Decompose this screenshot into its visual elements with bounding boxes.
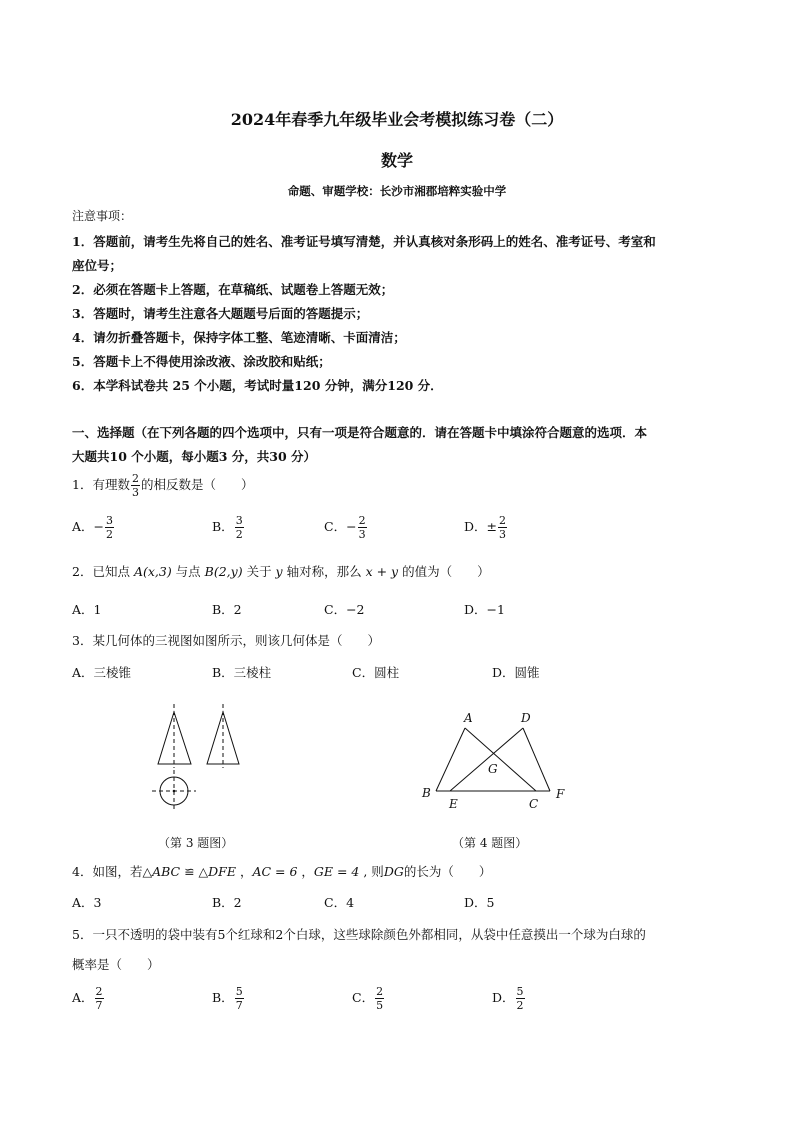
label-d: D bbox=[521, 711, 531, 725]
notes-heading: 注意事项： bbox=[72, 209, 133, 223]
fraction: $\frac{2}{3}$ bbox=[131, 472, 139, 499]
q3-option-b[interactable]: B．三棱柱 bbox=[212, 665, 272, 680]
q4-figure-caption: （第 4 题图） bbox=[452, 836, 528, 850]
q5-option-c[interactable]: C． $\frac{2}{5}$ bbox=[352, 985, 384, 1012]
note-item: 1．答题前，请考生先将自己的姓名、准考证号填写清楚，并认真核对条形码上的姓名、准考证号、考室和 bbox=[72, 234, 656, 249]
q5-option-d[interactable]: D． $\frac{5}{2}$ bbox=[492, 985, 524, 1012]
section-heading-cont: 大题共10 个小题，每小题3 分，共30 分） bbox=[72, 449, 317, 464]
label-a: A bbox=[464, 711, 473, 725]
q3-option-c[interactable]: C．圆柱 bbox=[352, 665, 400, 680]
q1-option-a[interactable]: A．− $\frac{3}{2}$ bbox=[72, 514, 114, 541]
segment-ac bbox=[465, 728, 536, 791]
school-line: 命题、审题学校：长沙市湘郡培粹实验中学 bbox=[287, 184, 507, 198]
q2-option-d[interactable]: D．−1 bbox=[464, 602, 505, 617]
top-view-center-dot bbox=[173, 790, 176, 793]
q3-option-d[interactable]: D．圆锥 bbox=[492, 665, 540, 680]
q5-option-a[interactable]: A． $\frac{2}{7}$ bbox=[72, 985, 103, 1012]
label-e: E bbox=[449, 797, 458, 811]
label-b: B bbox=[422, 786, 431, 800]
question-3: 3．某几何体的三视图如图所示，则该几何体是（ ） bbox=[72, 633, 380, 648]
question-5: 5．一只不透明的袋中装有5个红球和2个白球，这些球除颜色外都相同，从袋中任意摸出一个球为白球的 bbox=[72, 927, 646, 942]
q1-option-b[interactable]: B． $\frac{3}{2}$ bbox=[212, 514, 243, 541]
q4-triangles-figure bbox=[415, 705, 575, 815]
label-c: C bbox=[529, 797, 539, 811]
q1-option-c[interactable]: C．− $\frac{2}{3}$ bbox=[324, 514, 366, 541]
q1-option-d[interactable]: D．± $\frac{2}{3}$ bbox=[464, 514, 507, 541]
exam-title: 2024年春季九年级毕业会考模拟练习卷（二） bbox=[230, 110, 564, 129]
label-g: G bbox=[488, 762, 498, 776]
note-item: 5．答题卡上不得使用涂改液、涂改胶和贴纸； bbox=[72, 354, 331, 369]
note-item: 6．本学科试卷共 25 个小题，考试时量120 分钟，满分120 分． bbox=[72, 378, 443, 393]
q3-figure-caption: （第 3 题图） bbox=[158, 836, 234, 850]
q5-option-b[interactable]: B． $\frac{5}{7}$ bbox=[212, 985, 243, 1012]
question-5-cont: 概率是（ ） bbox=[72, 957, 160, 972]
q4-option-d[interactable]: D．5 bbox=[464, 895, 495, 910]
section-heading: 一、选择题（在下列各题的四个选项中，只有一项是符合题意的．请在答题卡中填涂符合题意的选项．本 bbox=[72, 425, 648, 440]
q2-option-c[interactable]: C．−2 bbox=[324, 602, 365, 617]
q4-option-a[interactable]: A．3 bbox=[72, 895, 102, 910]
note-item: 3．答题时，请考生注意各大题题号后面的答题提示； bbox=[72, 306, 369, 321]
q2-option-b[interactable]: B．2 bbox=[212, 602, 242, 617]
note-item: 4．请勿折叠答题卡，保持字体工整、笔迹清晰、卡面清洁； bbox=[72, 330, 406, 345]
question-2: 2．已知点 A(x,3) 与点 B(2,y) 关于 y 轴对称，那么 x + y 的值为（ ） bbox=[72, 564, 490, 579]
question-4: 4．如图，若△ABC ≌ △DFE ，AC = 6 ，GE = 4 , 则DG的长为（ ） bbox=[72, 864, 492, 879]
question-1: 1．有理数 $\frac{2}{3}$ 的相反数是（ ） bbox=[72, 472, 254, 499]
q3-three-views-figure bbox=[140, 700, 260, 815]
subject-title: 数学 bbox=[380, 151, 413, 170]
note-item: 2．必须在答题卡上答题，在草稿纸、试题卷上答题无效； bbox=[72, 282, 394, 297]
label-f: F bbox=[556, 787, 565, 801]
segment-df bbox=[523, 728, 550, 791]
q4-option-c[interactable]: C．4 bbox=[324, 895, 355, 910]
note-item: 座位号； bbox=[72, 258, 123, 273]
q2-option-a[interactable]: A．1 bbox=[72, 602, 102, 617]
q4-option-b[interactable]: B．2 bbox=[212, 895, 242, 910]
q3-option-a[interactable]: A．三棱锥 bbox=[72, 665, 132, 680]
